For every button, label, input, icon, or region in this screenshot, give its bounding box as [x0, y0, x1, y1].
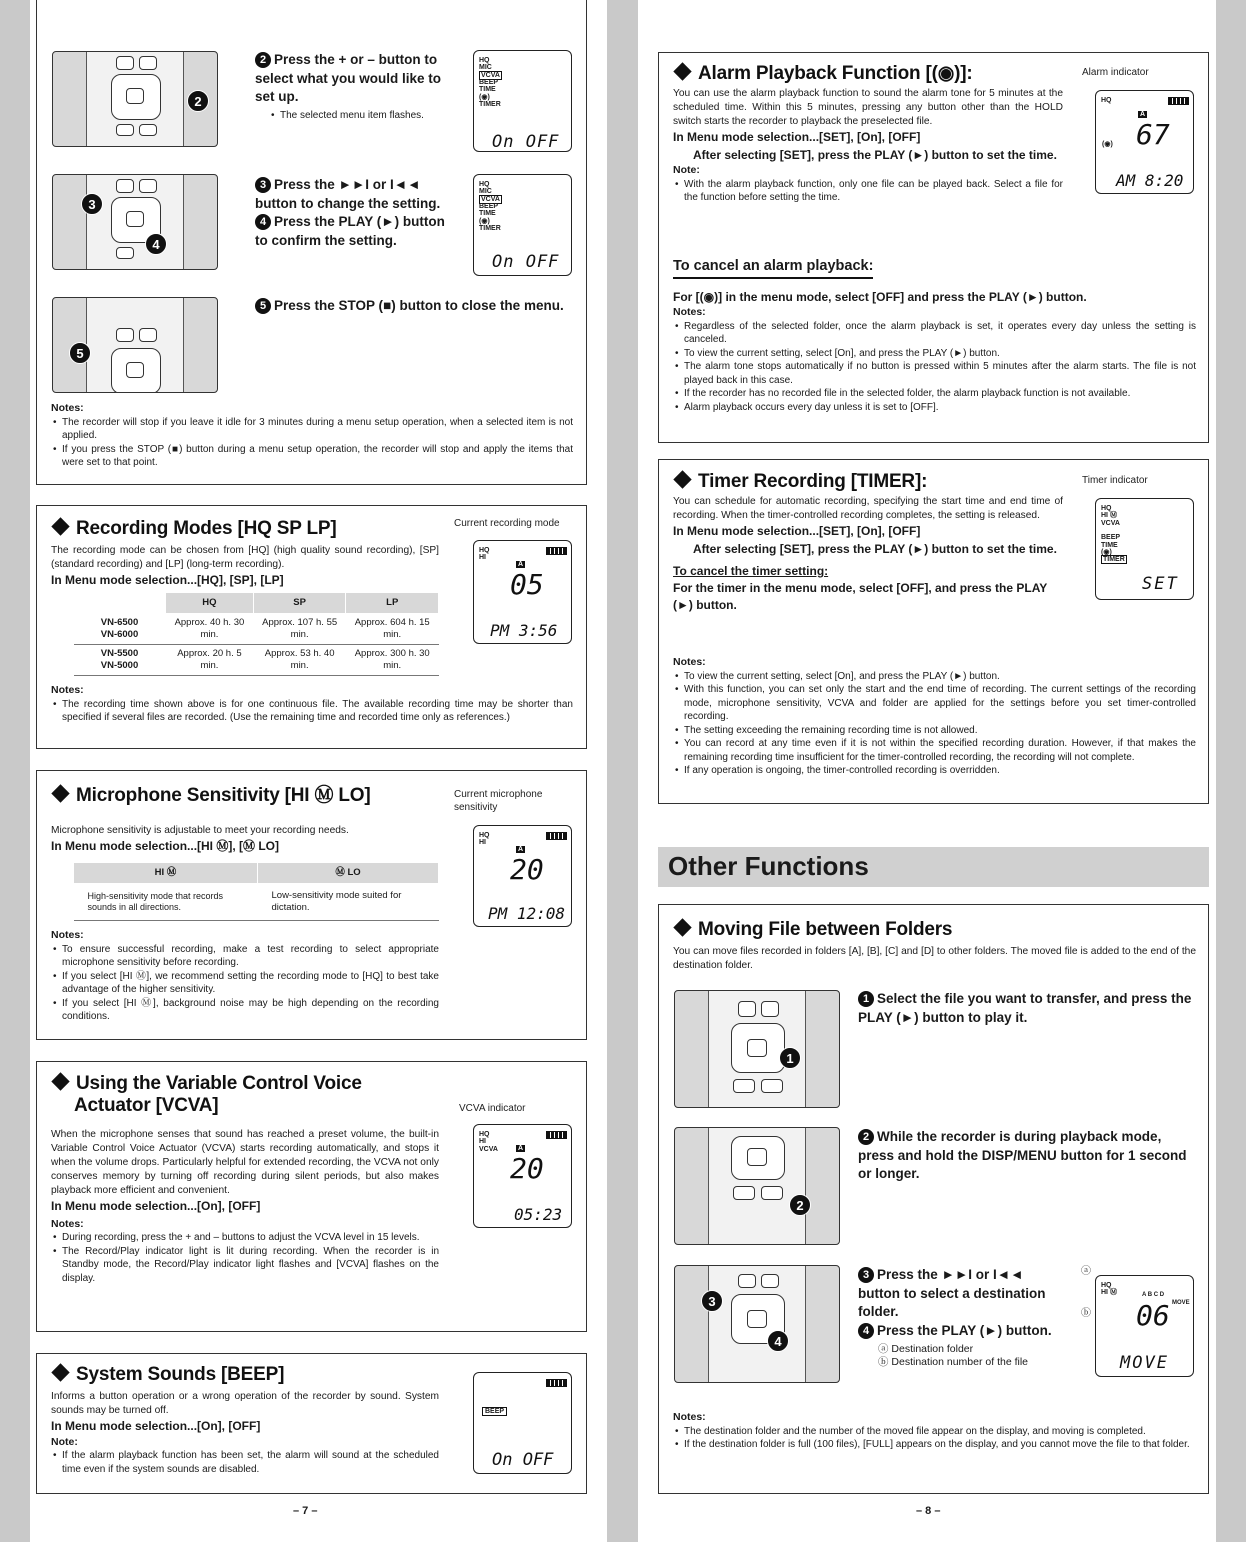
lcd-mic: HQ HI A 20 PM 12:08	[473, 825, 572, 927]
alarm-heading: Alarm Playback Function [(◉)]:	[673, 63, 973, 85]
note-item: • If you select [HI Ⓜ], we recommend setting the recording mode to [HQ] to best take advantage of the higher sensitivity.	[51, 970, 439, 997]
notes-heading: Notes:	[51, 402, 84, 414]
note-item: • If the destination folder is full (100 files), [FULL] appears on the display, and you cannot move the file to that folder.	[673, 1438, 1196, 1452]
cancel-timer-heading: To cancel the timer setting:	[673, 563, 829, 578]
recorder-illustration-step3	[52, 174, 218, 270]
step4-title: Press the PLAY (►) button to confirm the setting.	[255, 214, 445, 248]
timer-box	[658, 459, 1209, 804]
moving-body: You can move files recorded in folders [A], [B], [C] and [D] to other folders. The moved file is added to the end of the destination folder.	[673, 946, 1196, 972]
note-item: • The setting exceeding the remaining recording time is not allowed.	[673, 724, 1196, 738]
note-item: • The destination folder and the number of the moved file appear on the display, and moving is completed.	[673, 1425, 1196, 1439]
mic-notes: Notes: • To ensure successful recording, make a test recording to select appropriate microphone sensitivity before recording. • If you select [HI Ⓜ], we recommend setting the recording mode to [HQ] to best take advantage of the higher sensitivity. • If you select [HI Ⓜ], background noise may be high depending on the recording conditions.	[51, 929, 439, 1024]
recording-modes-body	[51, 544, 439, 590]
note-item: • The Record/Play indicator light is lit during recording. When the recorder is in Standby mode, the Record/Play indicator light flashes and [VCVA] flashes on the display.	[51, 1245, 439, 1286]
table-row: VN-5500 VN-5000 Approx. 20 h. 5 min. Approx. 53 h. 40 min. Approx. 300 h. 30 min.	[74, 645, 439, 676]
lcd-recording-mode: HQ HI A 05 PM 3:56	[473, 540, 572, 644]
step-badge-5: 5	[69, 342, 91, 364]
right-margin-band	[1216, 0, 1246, 1542]
cancel-alarm-heading: To cancel an alarm playback:	[673, 257, 873, 279]
col-hq: HQ	[166, 593, 254, 614]
lcd-vcva: HQ HI VCVA A 20 05:23	[473, 1124, 572, 1228]
recording-mode-caption: Current recording mode	[454, 518, 560, 529]
left-margin-band	[0, 0, 30, 1542]
vcva-heading: Using the Variable Control Voice Actuator [VCVA]	[51, 1073, 362, 1117]
step3-title: Press the ►►I or I◄◄ button to change the setting.	[255, 177, 441, 211]
lcd-timer: HQ HI Ⓜ VCVA BEEP TIME (◉) TIMER SET	[1095, 498, 1194, 600]
note-item: • If the alarm playback function has been set, the alarm will sound at the scheduled time even if the system sounds are disabled.	[51, 1449, 439, 1476]
recorder-illustration-move3	[674, 1265, 840, 1383]
alarm-cancel: To cancel an alarm playback: For [(◉)] in the menu mode, select [OFF] and press the PLAY (►) button. Notes: • Regardless of the selected folder, once the alarm playback is set, it operates every day unless the setting is canceled. • To view the current setting, select [On], and press the PLAY (►) button. • The alarm tone stops automatically if no button is pressed within 5 minutes after the alarm starts. The file is not played back in this case. • If the recorder has no recorded file in the selected folder, the alarm playback function is not available. • Alarm playback occurs every day unless it is set to [OFF].	[673, 257, 1196, 414]
mic-table: HI Ⓜ Ⓜ LO High-sensitivity mode that records sounds in all directions. Low-sensitivity mode suited for dictation.	[73, 862, 439, 921]
lcd-move: HQ HI Ⓜ A B C D MOVE 06 MOVE	[1095, 1275, 1194, 1377]
lcd-file-number: 05	[510, 568, 544, 601]
lcd-beep: BEEP On OFF	[473, 1372, 572, 1474]
center-band-right	[608, 0, 638, 1542]
beep-heading: System Sounds [BEEP]	[51, 1364, 284, 1386]
recorder-illustration-move1	[674, 990, 840, 1108]
note-item: • To view the current setting, select [On], and press the PLAY (►) button.	[673, 670, 1196, 684]
recording-time-table	[73, 592, 439, 676]
note-item: • The recorder will stop if you leave it idle for 3 minutes during a menu setup operation, when a selected item is not applied.	[51, 416, 573, 443]
other-functions-title: Other Functions	[668, 851, 869, 881]
lcd-step2: HQ MIC VCVA BEEP TIME (◉) TIMER On OFF	[473, 50, 572, 152]
recorder-illustration-step2	[52, 51, 218, 147]
step-badge-4b: 4	[767, 1330, 789, 1352]
col-sp: SP	[253, 593, 346, 614]
move-step1: 1 Select the file you want to transfer, and press the PLAY (►) button to play it.	[858, 991, 1192, 1025]
step-badge-1: 1	[779, 1047, 801, 1069]
note-item: • If you select [HI Ⓜ], background noise may be high depending on the recording conditions.	[51, 997, 439, 1024]
step-badge-3b: 3	[701, 1290, 723, 1312]
lcd-step3-value: On OFF	[492, 252, 560, 272]
step-badge-2: 2	[187, 90, 209, 112]
note-item: • If you press the STOP (■) button during a menu setup operation, the recorder will stop and apply the items that were set to that point.	[51, 443, 573, 470]
step-badge-3: 3	[81, 193, 103, 215]
lcd-alarm: HQ A (◉) 67 AM 8:20	[1095, 90, 1194, 194]
moving-notes: Notes: • The destination folder and the number of the moved file appear on the display, and moving is completed. • If the destination folder is full (100 files), [FULL] appears on the display, and you cannot move the file to that folder.	[673, 1411, 1196, 1452]
col-lp: LP	[346, 593, 439, 614]
note-item: • During recording, press the + and – buttons to adjust the VCVA level in 15 levels.	[51, 1231, 439, 1245]
legend-b: Destination number of the file	[891, 1356, 1028, 1369]
recorder-illustration-step5	[52, 297, 218, 393]
body-text: The recording mode can be chosen from [HQ] (high quality sound recording), [SP] (standard recording) and [LP] (long-term recording).	[51, 545, 439, 571]
beep-body: Informs a button operation or a wrong operation of the recorder by sound. System sounds may be turned off. In Menu mode selection...[On], [OFF] Note: • If the alarm playback function has been set, the alarm will sound at the scheduled time even if the system sounds are disabled.	[51, 1390, 439, 1476]
mic-caption: Current microphone sensitivity	[454, 789, 543, 813]
alarm-box	[658, 52, 1209, 443]
note-item: • Regardless of the selected folder, once the alarm playback is set, it operates every day unless the setting is canceled.	[673, 320, 1196, 347]
note-item: • With the alarm playback function, only one file can be played back. Select a file for the function before setting the time.	[673, 178, 1063, 205]
note-item: • With this function, you can set only the start and the end time of recording. The current settings of the recording mode, microphone sensitivity, VCVA and folder are applied for the settings before you set timer-controlled recording.	[673, 683, 1196, 724]
move-step3-4: 3 Press the ►►I or I◄◄ button to select a destination folder. 4 Press the PLAY (►) button. ⓐ Destination folder ⓑ Destination number of the file	[858, 1267, 1052, 1369]
step-badge-4: 4	[145, 233, 167, 255]
step5-block: 5 Press the STOP (■) button to close the menu.	[255, 297, 573, 316]
step2-block: 2 Press the + or – button to select what you would like to set up. • The selected menu item flashes.	[255, 51, 451, 122]
lcd-step3: HQ MIC VCVA BEEP TIME (◉) TIMER On OFF	[473, 174, 572, 276]
step5-title: Press the STOP (■) button to close the menu.	[274, 298, 564, 313]
lcd-step2-value: On OFF	[492, 132, 560, 152]
timer-caption: Timer indicator	[1082, 475, 1148, 486]
alarm-body: You can use the alarm playback function to sound the alarm tone for 5 minutes at the scheduled time. Within this 5 minutes, pressing any button other than the HOLD switch starts the recorder to playback the preselected file. In Menu mode selection...[SET], [On], [OFF] After selecting [SET], press the PLAY (►) button to set the time. Note: • With the alarm playback function, only one file can be played back. Select a file for the function before setting the time.	[673, 87, 1063, 205]
lcd-time: PM 3:56	[490, 621, 558, 640]
step2-sub: • The selected menu item flashes.	[269, 109, 451, 123]
mic-sensitivity-box	[36, 770, 587, 1040]
legend-a: Destination folder	[891, 1342, 974, 1355]
recording-modes-box	[36, 505, 587, 749]
alarm-caption: Alarm indicator	[1082, 67, 1149, 78]
timer-body: You can schedule for automatic recording, specifying the start time and end time of recording. When the timer-controlled recording completes, the setting is released. In Menu mode selection...[SET], [On], [OFF] After selecting [SET], press the PLAY (►) button to set the time. To cancel the timer setting: For the timer in the menu mode, select [OFF], and press the PLAY (►) button.	[673, 496, 1063, 612]
page-number-left: – 7 –	[293, 1505, 318, 1517]
step2-title: Press the + or – button to select what you would like to set up.	[255, 52, 442, 105]
recording-modes-heading	[51, 518, 336, 540]
menu-selection: In Menu mode selection...[HQ], [SP], [LP]	[51, 573, 284, 588]
note-item: • Alarm playback occurs every day unless it is set to [OFF].	[673, 401, 1196, 415]
moving-box: Moving File between Folders You can move files recorded in folders [A], [B], [C] and [D] to other folders. The moved file is added to the end of the destination folder. 1 1 Select the file you want to transfer, and press the PLAY (►) button to play it. 2 2 While the recorder is during playback mode, press and hold the DISP/MENU button for 1 second or longer. 3 4 3 Press the ►►I or I◄◄ button to select a destination folder. 4 Press the PLAY (►) button. ⓐ Destination folder ⓑ Destination number of the file ⓐ ⓑ HQ HI Ⓜ A B C D MOVE 06 MOVE Notes: • The destination folder and the number of the moved file appear on the display, and moving is completed. • If the destination folder is full (100 files), [FULL] appears on the display, and you cannot move the file to that folder.	[658, 904, 1209, 1494]
recording-modes-notes: Notes: • The recording time shown above is for one continuous file. The available recording time may be shorter than specified if several files are recorded. (Use the remaining time and recorded time only as references.)	[51, 684, 573, 725]
note-item: • To ensure successful recording, make a test recording to select appropriate microphone sensitivity before recording.	[51, 943, 439, 970]
other-functions-header	[658, 847, 1209, 887]
timer-heading: Timer Recording [TIMER]:	[673, 471, 927, 493]
note-item: • If the recorder has no recorded file in the selected folder, the alarm playback function is not available.	[673, 387, 1196, 401]
vcva-caption: VCVA indicator	[459, 1103, 526, 1114]
table-row: VN-6500 VN-6000 Approx. 40 h. 30 min. Approx. 107 h. 55 min. Approx. 604 h. 15 min.	[74, 614, 439, 645]
vcva-box	[36, 1061, 587, 1332]
page-number-right: – 8 –	[916, 1505, 941, 1517]
timer-notes: Notes: • To view the current setting, select [On], and press the PLAY (►) button. • With this function, you can set only the start and the end time of recording. The current settings of the recording mode, microphone sensitivity, VCVA and folder are applied for the settings before you set timer-controlled recording. • The setting exceeding the remaining recording time is not allowed. • You can record at any time even if it is not within the specified recording duration. However, if that makes the remaining recording time insufficient for the timer-controlled recording, the recording will not complete. • If any operation is ongoing, the timer-controlled recording is overridden.	[673, 656, 1196, 778]
vcva-body: When the microphone senses that sound has reached a preset volume, the built-in Variable Control Voice Actuator (VCVA) starts recording automatically, and stops it when the volume drops. Particularly helpful for extended recording, the VCVA not only conserves memory by turning off recording during silent periods, but also makes playback more efficient and convenient. In Menu mode selection...[On], [OFF] Notes: • During recording, press the + and – buttons to adjust the VCVA level in 15 levels. • The Record/Play indicator light is lit during recording. When the recorder is in Standby mode, the Record/Play indicator light flashes and [VCVA] flashes on the display.	[51, 1128, 439, 1285]
step-badge-2b: 2	[789, 1194, 811, 1216]
menu-steps-box	[36, 0, 587, 485]
mic-body: Microphone sensitivity is adjustable to meet your recording needs. In Menu mode selection...[HI Ⓜ], [Ⓜ LO]	[51, 825, 349, 854]
note-item: • The alarm tone stops automatically if no button is pressed within 5 minutes after the alarm starts. The file is not played back in this case.	[673, 360, 1196, 387]
recorder-illustration-move2	[674, 1127, 840, 1245]
step3-4-block: 3 Press the ►►I or I◄◄ button to change the setting. 4 Press the PLAY (►) button to confirm the setting.	[255, 177, 445, 248]
mic-sensitivity-heading: Microphone Sensitivity [HI Ⓜ LO]	[51, 785, 370, 807]
note-item: • The recording time shown above is for one continuous file. The available recording time may be shorter than specified if several files are recorded. (Use the remaining time and recorded time only as references.)	[51, 698, 573, 725]
beep-box	[36, 1353, 587, 1494]
menu-notes	[51, 402, 573, 470]
note-item: • To view the current setting, select [On], and press the PLAY (►) button.	[673, 347, 1196, 361]
moving-heading: Moving File between Folders	[673, 919, 952, 941]
recording-modes-title: Recording Modes [HQ SP LP]	[76, 518, 337, 539]
note-item: • You can record at any time even if it is not within the specified recording duration. However, if that makes the remaining recording time insufficient for the timer-controlled recording, the recording will not complete.	[673, 737, 1196, 764]
move-step2: 2 While the recorder is during playback mode, press and hold the DISP/MENU button for 1 second or longer.	[858, 1129, 1187, 1182]
note-item: • If any operation is ongoing, the timer-controlled recording is overridden.	[673, 764, 1196, 778]
